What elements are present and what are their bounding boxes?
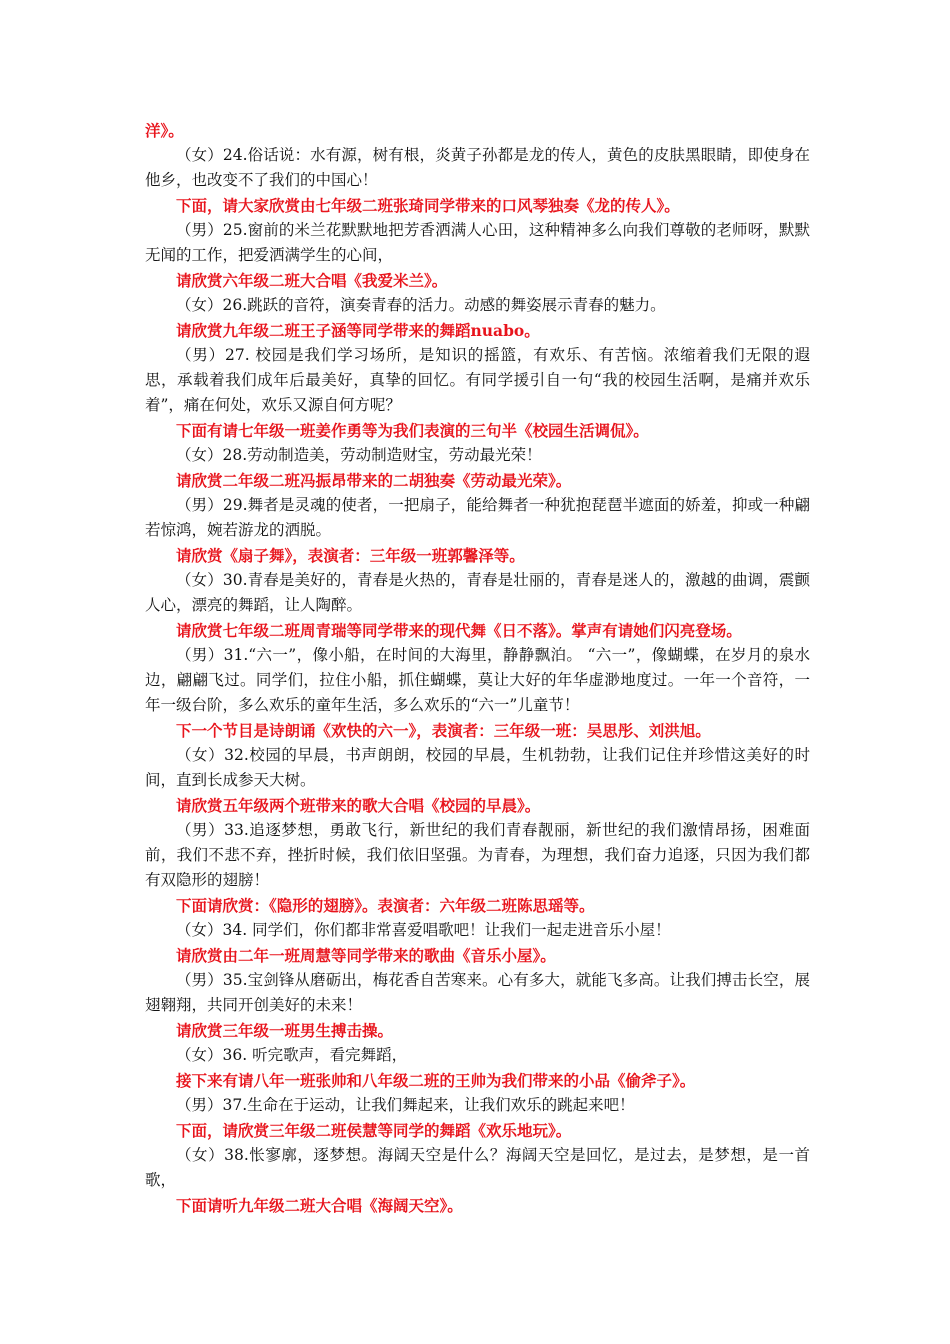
program-announcement: 请欣赏六年级二班大合唱《我爱米兰》。	[176, 271, 448, 290]
program-announcement: 请欣赏由二年一班周慧等同学带来的歌曲《音乐小屋》。	[176, 946, 556, 965]
host-line-33: （男）33.追逐梦想，勇敢飞行，新世纪的我们青春靓丽，新世纪的我们激情昂扬，困难面前，我们不悲不弃，挫折时候，我们依旧坚强。为青春，为理想，我们奋力追逐，只因为我们都有双隐形的翅膀！	[145, 821, 810, 889]
host-line-31: （男）31.“六一”，像小船，在时间的大海里，静静飘泊。 “六一”，像蝴蝶，在岁月的泉水边，翩翩飞过。同学们，拉住小船，抓住蝴蝶，莫让大好的年华虚渺地度过。一年一个音符，一年一级台阶，多么欢乐的童年生活，多么欢乐的“六一”儿童节！	[145, 646, 810, 714]
host-line-24: （女）24.俗话说：水有源，树有根，炎黄子孙都是龙的传人，黄色的皮肤黑眼睛，即使身在他乡，也改变不了我们的中国心！	[145, 146, 810, 189]
program-announcement: 请欣赏九年级二班王子涵等同学带来的舞蹈nuabo。	[176, 321, 540, 340]
host-line-35: （男）35.宝剑锋从磨砺出，梅花香自苦寒来。心有多大，就能飞多高。让我们搏击长空，展翅翱翔，共同开创美好的未来！	[145, 971, 810, 1014]
host-line-29: （男）29.舞者是灵魂的使者，一把扇子，能给舞者一种犹抱琵琶半遮面的娇羞，抑或一种翩若惊鸿，婉若游龙的洒脱。	[145, 496, 810, 539]
host-line-26: （女）26.跳跃的音符，演奏青春的活力。动感的舞姿展示青春的魅力。	[176, 296, 666, 314]
program-announcement: 下面请欣赏：《隐形的翅膀》。表演者：六年级二班陈思瑶等。	[176, 896, 595, 915]
host-line-37: （男）37.生命在于运动，让我们舞起来，让我们欢乐的跳起来吧！	[176, 1096, 635, 1114]
host-line-25: （男）25.窗前的米兰花默默地把芳香洒满人心田，这种精神多么向我们尊敬的老师呀，默默无闻的工作，把爱洒满学生的心间，	[145, 221, 810, 264]
program-announcement: 请欣赏五年级两个班带来的歌大合唱《校园的早晨》。	[176, 796, 541, 815]
program-announcement: 接下来有请八年一班张帅和八年级二班的王帅为我们带来的小品《偷斧子》。	[176, 1071, 696, 1090]
program-announcement: 请欣赏《扇子舞》，表演者：三年级一班郭馨泽等。	[176, 546, 525, 565]
program-announcement: 请欣赏三年级一班男生搏击操。	[176, 1021, 394, 1040]
program-announcement: 下面，请欣赏三年级二班侯慧等同学的舞蹈《欢乐地玩》。	[176, 1121, 572, 1140]
host-line-32: （女）32.校园的早晨，书声朗朗，校园的早晨，生机勃勃，让我们记住并珍惜这美好的时间，直到长成参天大树。	[145, 746, 810, 789]
host-line-34: （女）34. 同学们，你们都非常喜爱唱歌吧！让我们一起走进音乐小屋！	[176, 921, 671, 939]
program-announcement: 下一个节目是诗朗诵《欢快的六一》，表演者：三年级一班：吴思彤、刘洪旭。	[176, 721, 711, 740]
program-announcement: 洋》。	[145, 121, 184, 140]
program-announcement: 请欣赏七年级二班周青瑞等同学带来的现代舞《日不落》。掌声有请她们闪亮登场。	[176, 621, 742, 640]
document-body	[145, 118, 810, 1218]
host-line-28: （女）28.劳动制造美，劳动制造财宝，劳动最光荣！	[176, 446, 542, 464]
program-announcement: 下面请听九年级二班大合唱《海阔天空》。	[176, 1196, 463, 1215]
program-announcement: 下面，请大家欣赏由七年级二班张琦同学带来的口风琴独奏《龙的传人》。	[176, 196, 680, 215]
host-line-36: （女）36. 听完歌声，看完舞蹈，	[176, 1046, 408, 1064]
program-announcement: 下面有请七年级一班姜作勇等为我们表演的三句半《校园生活调侃》。	[176, 421, 649, 440]
program-announcement: 请欣赏二年级二班冯振昂带来的二胡独奏《劳动最光荣》。	[176, 471, 572, 490]
host-line-30: （女）30.青春是美好的，青春是火热的，青春是壮丽的，青春是迷人的，激越的曲调，震颤人心，漂亮的舞蹈，让人陶醉。	[145, 571, 810, 614]
host-line-27: （男）27. 校园是我们学习场所，是知识的摇篮，有欢乐、有苦恼。浓缩着我们无限的遐思，承载着我们成年后最美好，真挚的回忆。有同学援引自一句“我的校园生活啊，是痛并欢乐着”，痛在何处，欢乐又源自何方呢？	[145, 346, 810, 414]
host-line-38: （女）38.怅寥廓，逐梦想。海阔天空是什么？海阔天空是回忆，是过去，是梦想，是一首歌，	[145, 1146, 810, 1189]
